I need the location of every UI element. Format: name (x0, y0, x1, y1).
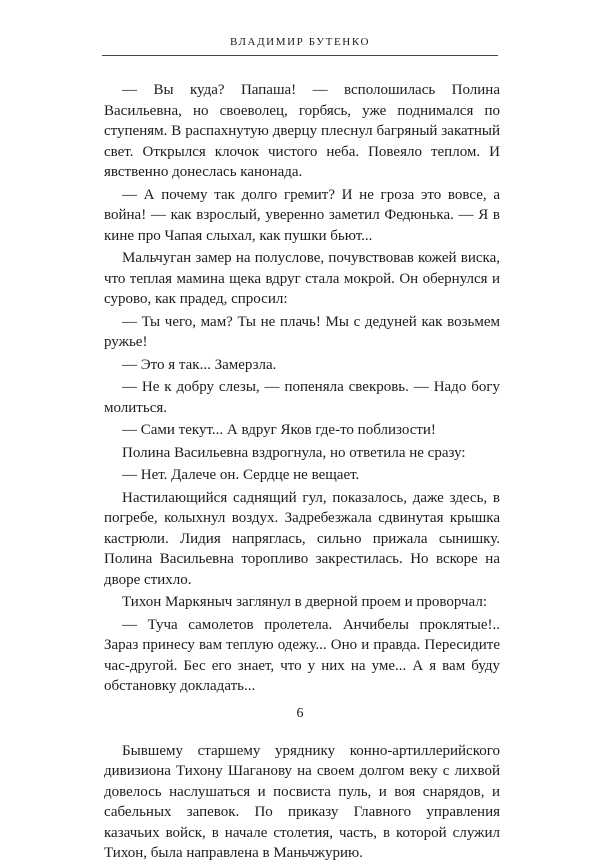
paragraph: — Нет. Далече он. Сердце не вещает. (122, 467, 360, 483)
paragraph: — Не к добру слезы, — попеняла свекровь. — Надо богу молиться. (104, 379, 500, 416)
paragraph: — Вы куда? Папаша! — всполошилась Полина Васильевна, но своеволец, горбясь, уже поднимался по ступеням. В распахнутую дверцу плеснул багряный закатный свет. Открылся клочок чистого неба. Повеяло теплом. И явственно донеслась канонада. (104, 82, 500, 180)
paragraph: Полина Васильевна вздрогнула, но ответила не сразу: (122, 444, 466, 461)
paragraph: — А почему так долго гремит? И не гроза это вовсе, а война! — как взрослый, уверенно заметил Федюнька. — Я в кине про Чапая слыхал, как пушки бьют... (104, 186, 500, 244)
paragraph: Тихон Маркяныч заглянул в дверной проем и проворчал: (122, 594, 487, 610)
paragraph: Мальчуган замер на полуслове, почувствовав кожей виска, что теплая мамина щека вдруг стала мокрой. Он обернулся и сурово, как прадед, спросил: (104, 250, 500, 307)
paragraph: Бывшему старшему уряднику конно-артиллерийского дивизиона Тихону Шаганову на своем долгом веку с лихвой довелось наслушаться и посвиста пуль, и воя снарядов, и сабельных запевок. По приказу Главного управления казачьих войск, в начале столетия, часть, в которой служил Тихон, была направлена в Маньчжурию. (104, 742, 500, 861)
paragraph: — Туча самолетов пролетела. Анчибелы проклятые!.. Зараз принесу вам теплую одежу... Оно и правда. Пересидите час-другой. Бес его знает, что у них на уме... А я вам буду обстановку докладать... (104, 616, 500, 694)
body-text (104, 80, 500, 866)
paragraph: — Это я так... Замерзла. (122, 356, 277, 373)
paragraph: Настилающийся саднящий гул, показалось, даже здесь, в погребе, колыхнул воздух. Задребезжала сдвинутая крышка кастрюли. Лидия напряглась, сильно прижала сынишку. Полина Васильевна торопливо закрестилась. Но вскоре на дворе стихло. (104, 489, 500, 588)
paragraph: — Сами текут... А вдруг Яков где-то поблизости! (122, 422, 436, 438)
paragraph: — Ты чего, мам? Ты не плачь! Мы с дедуней как возьмем ружье! (104, 313, 500, 350)
running-header: ВЛАДИМИР БУТЕНКО (229, 36, 371, 48)
header-rule (102, 55, 498, 56)
page-number: 6 (296, 706, 304, 721)
